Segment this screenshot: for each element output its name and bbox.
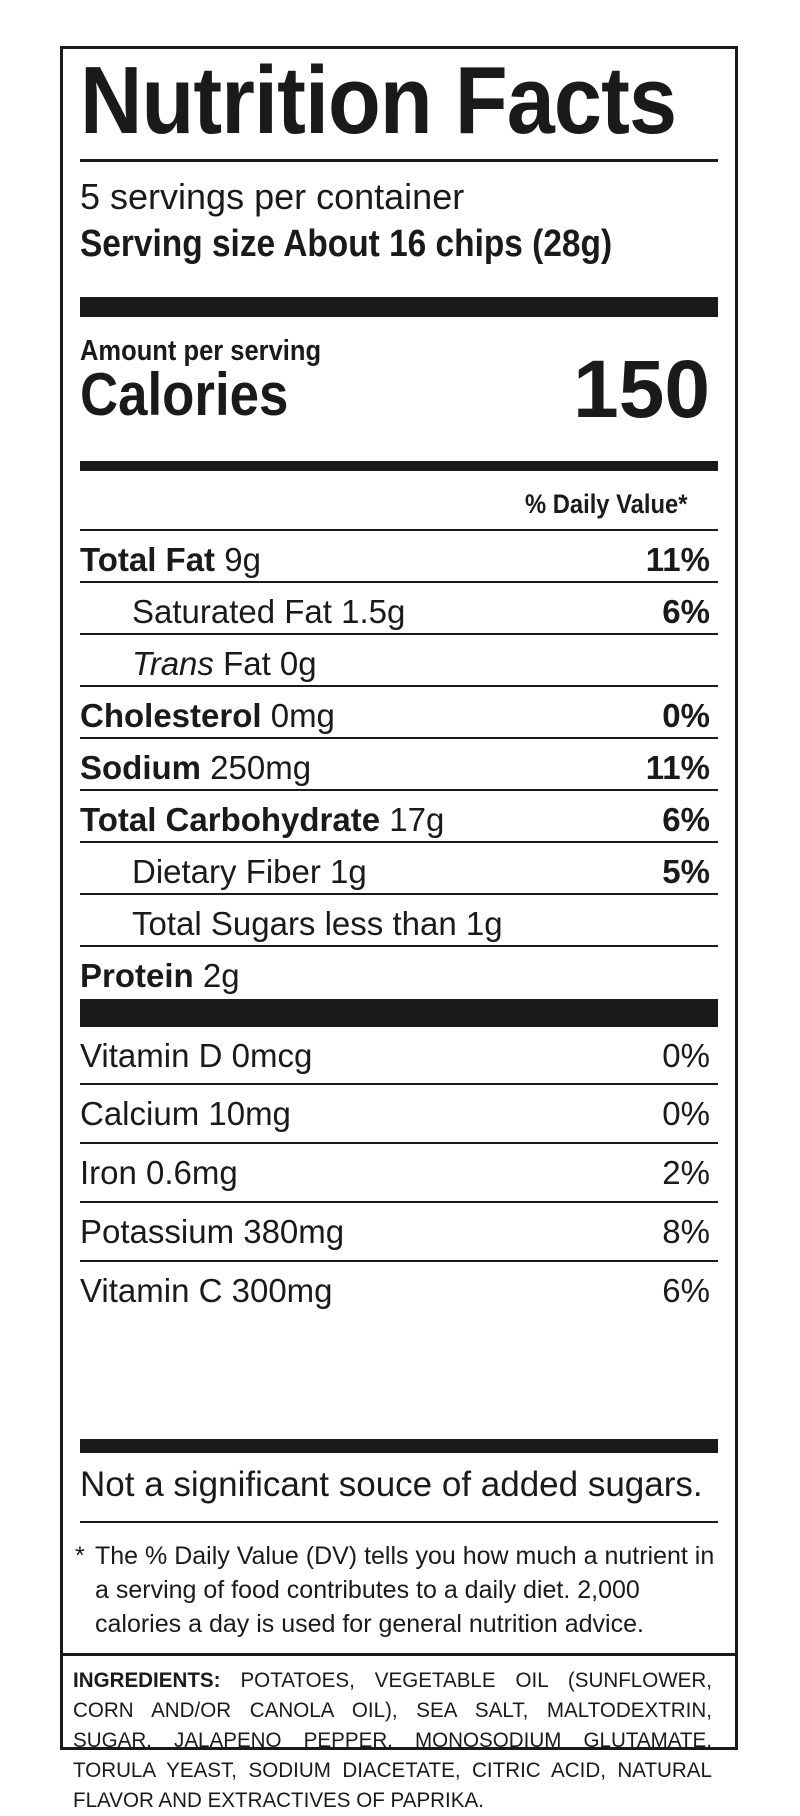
nutrient-row-dietary-fiber: Dietary Fiber 1g 5% — [132, 853, 710, 890]
thick-divider — [80, 999, 718, 1027]
servings-per-container: 5 servings per container — [80, 176, 465, 217]
nutrient-row-trans-fat: Trans Fat 0g — [132, 645, 317, 682]
added-sugars-note: Not a significant souce of added sugars. — [80, 1465, 703, 1504]
nutrient-row-total-fat: Total Fat 9g 11% — [80, 541, 710, 578]
vitamin-row-vitamin-d: Vitamin D 0mcg 0% — [80, 1037, 710, 1074]
nutrient-row-total-carbohydrate: Total Carbohydrate 17g 6% — [80, 801, 710, 838]
vitamin-row-vitamin-c: Vitamin C 300mg 6% — [80, 1272, 710, 1309]
footnote-text: The % Daily Value (DV) tells you how much a nutrient in a serving of food contributes to a daily diet. 2,000 calories a day is used for general nutrition advice. — [95, 1542, 715, 1638]
amount-per-serving: Amount per serving — [80, 335, 322, 367]
dv-calcium: 0% — [662, 1095, 710, 1132]
dv-potassium: 8% — [662, 1213, 710, 1250]
vitamin-row-calcium: Calcium 10mg 0% — [80, 1095, 710, 1132]
label-title: Nutrition Facts — [80, 47, 677, 154]
daily-value-header: % Daily Value* — [525, 489, 688, 519]
dv-vitamin-c: 6% — [662, 1272, 710, 1309]
ingredients-section — [63, 1653, 735, 1812]
medium-divider — [80, 1439, 718, 1453]
vitamin-row-potassium: Potassium 380mg 8% — [80, 1213, 710, 1250]
nutrient-row-protein: Protein 2g — [80, 957, 240, 994]
dv-total-fat: 11% — [645, 541, 710, 578]
dv-vitamin-d: 0% — [662, 1037, 710, 1074]
nutrition-facts-label — [60, 46, 738, 1812]
calories-label: Calories — [80, 361, 289, 428]
serving-size-label: Serving size — [80, 223, 276, 265]
divider — [80, 159, 718, 162]
serving-size-value: About 16 chips (28g) — [283, 223, 613, 265]
vitamin-row-iron: Iron 0.6mg 2% — [80, 1154, 710, 1191]
thick-divider — [80, 297, 718, 317]
dv-cholesterol: 0% — [662, 697, 710, 734]
dv-sodium: 11% — [645, 749, 710, 786]
ingredients-label: INGREDIENTS: — [73, 1669, 221, 1692]
dv-iron: 2% — [662, 1154, 710, 1191]
ingredients-list: POTATOES, VEGETABLE OIL (SUNFLOWER, CORN AND/OR CANOLA OIL), SEA SALT, MALTODEXTRIN, SUGAR, JALAPENO PEPPER, MONOSODIUM GLUTAMATE, TORULA YEAST, SODIUM DIACETATE, CITRIC ACID, NATURAL FLAVOR AND EXTRACTIVES OF PAPRIKA. — [73, 1669, 712, 1812]
calories-value: 150 — [573, 344, 710, 435]
nutrient-row-sodium: Sodium 250mg 11% — [80, 749, 710, 786]
footnote-star: * — [75, 1542, 85, 1570]
ingredients-text — [73, 1666, 712, 1816]
dv-dietary-fiber: 5% — [662, 853, 710, 890]
nutrient-row-saturated-fat: Saturated Fat 1.5g 6% — [132, 593, 710, 630]
nutrient-row-cholesterol: Cholesterol 0mg 0% — [80, 697, 710, 734]
serving-size — [80, 225, 685, 263]
nutrient-row-total-sugars: Total Sugars less than 1g — [132, 905, 503, 942]
medium-divider — [80, 461, 718, 471]
dv-total-carbohydrate: 6% — [662, 801, 710, 838]
divider — [80, 1521, 718, 1523]
dv-saturated-fat: 6% — [662, 593, 710, 630]
